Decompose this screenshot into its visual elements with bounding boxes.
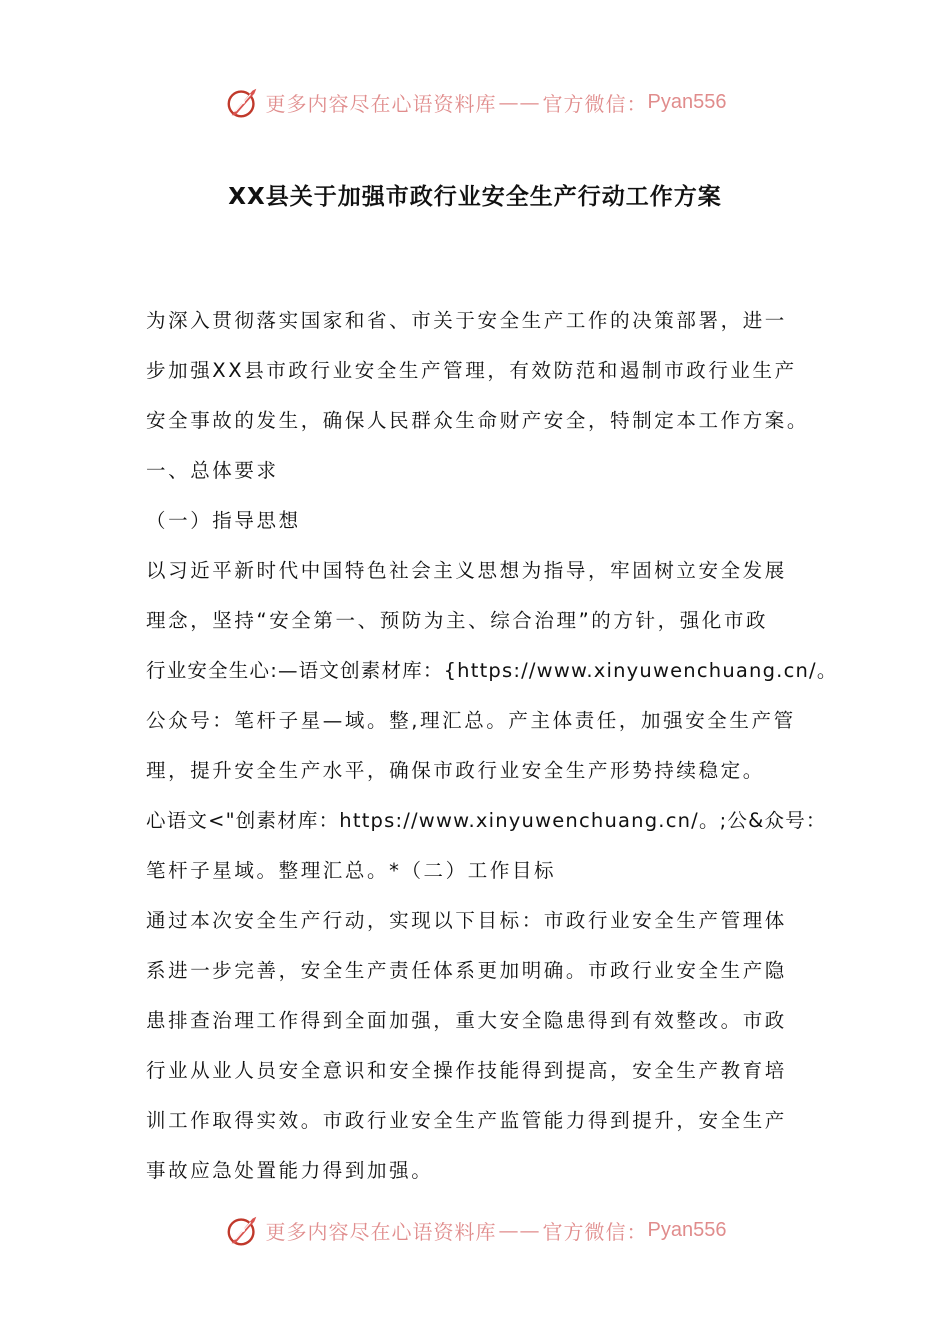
banner-wechat-label: 官方微信： — [542, 1219, 648, 1244]
banner-slogan: 更多内容尽在心语资料库 — [265, 91, 497, 116]
paragraph-line: 行业从业人员安全意识和安全操作技能得到提高，安全生产教育培 — [146, 1059, 787, 1082]
banner-slogan: 更多内容尽在心语资料库 — [265, 1219, 497, 1244]
section-heading: 一、总体要求 — [146, 459, 279, 482]
paragraph-line: 患排查治理工作得到全面加强，重大安全隐患得到有效整改。市政 — [146, 1009, 787, 1032]
paragraph-line: 安全事故的发生，确保人民群众生命财产安全，特制定本工作方案。 — [146, 409, 810, 432]
paragraph-line: 以习近平新时代中国特色社会主义思想为指导，牢固树立安全发展 — [146, 559, 787, 582]
paragraph-line: 公众号：笔杆子星—域。整,理汇总。产主体责任，加强安全生产管 — [146, 709, 796, 732]
paragraph-line: 为深入贯彻落实国家和省、市关于安全生产工作的决策部署，进一 — [146, 309, 787, 332]
banner-separator: —— — [498, 1218, 541, 1242]
subsection-heading: （一）指导思想 — [146, 509, 301, 532]
paragraph-line: 心语文<"创素材库：https://www.xinyuwenchuang.cn/。;公&众号： — [146, 809, 827, 832]
banner-wechat-id: Pyan556 — [647, 90, 727, 113]
quill-pen-logo-icon — [224, 1211, 262, 1249]
paragraph-line: 笔杆子星域。整理汇总。*（二）工作目标 — [146, 859, 557, 882]
quill-pen-logo-icon — [224, 83, 262, 121]
paragraph-line: 理念，坚持“安全第一、预防为主、综合治理”的方针，强化市政 — [146, 609, 769, 632]
banner-wechat-label: 官方微信： — [542, 91, 648, 116]
paragraph-line: 步加强XX县市政行业安全生产管理，有效防范和遏制市政行业生产 — [146, 359, 797, 382]
footer-watermark-banner — [0, 1210, 950, 1250]
header-watermark-banner — [0, 82, 950, 122]
paragraph-line: 理，提升安全生产水平，确保市政行业安全生产形势持续稳定。 — [146, 759, 765, 782]
document-body — [146, 296, 838, 1196]
banner-separator: —— — [498, 90, 541, 114]
paragraph-line: 通过本次安全生产行动，实现以下目标：市政行业安全生产管理体 — [146, 909, 787, 932]
paragraph-line: 系进一步完善，安全生产责任体系更加明确。市政行业安全生产隐 — [146, 959, 787, 982]
paragraph-line: 行业安全生心:—语文创素材库：{https://www.xinyuwenchuang.cn/。 — [146, 659, 838, 682]
paragraph-line: 事故应急处置能力得到加强。 — [146, 1159, 434, 1182]
banner-wechat-id: Pyan556 — [647, 1218, 727, 1241]
document-title: XX县关于加强市政行业安全生产行动工作方案 — [228, 184, 722, 210]
paragraph-line: 训工作取得实效。市政行业安全生产监管能力得到提升，安全生产 — [146, 1109, 787, 1132]
